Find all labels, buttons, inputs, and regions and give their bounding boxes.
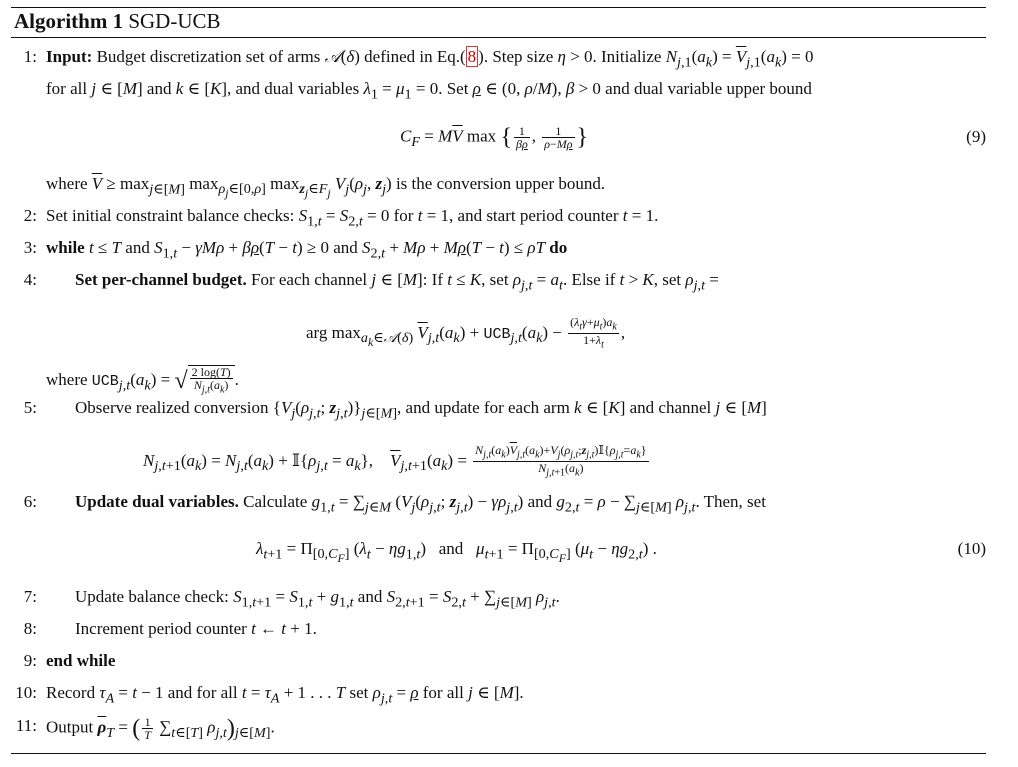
line-number-3: 3: bbox=[23, 238, 37, 257]
line-1-text: Input: Budget discretization set of arms 𝒜(δ) defined in Eq.( 8 ). Step size η > 0. Initialize $N_{j,1}(a_k) = \overline{V}_{j,1}(a_k) = 0$ bbox=[46, 47, 814, 71]
algorithm-title: Algorithm 1 SGD-UCB bbox=[14, 9, 221, 33]
eq-reference-link[interactable]: 8 bbox=[467, 47, 477, 66]
bottom-rule bbox=[11, 753, 986, 754]
line-4-text: Set per-channel budget. For each channel j ∈ [M]: If t ≤ K, set $\rho_{j,t} = a_t$. Else if t > K, set $\rho_{j,t}$ = bbox=[75, 270, 719, 294]
line-number-2: 2: bbox=[23, 206, 37, 225]
title-rule bbox=[11, 37, 986, 38]
line-9-text: end while bbox=[46, 651, 116, 670]
line-number-11: 11: bbox=[15, 716, 37, 735]
line-1-where: where $\overline{V} \ge \max_{j\in[M]} \max_{\rho_j\in[0,\rho]} \max_{z_j\in F_j} V_j(\rho_j$, $z_j$) is the conversion upper bound. bbox=[46, 174, 606, 201]
line-number-7: 7: bbox=[23, 587, 37, 606]
line-number-8: 8: bbox=[23, 619, 37, 638]
line-number-6: 6: bbox=[23, 492, 37, 511]
line-number-4: 4: bbox=[23, 270, 37, 289]
update-equation: $N_{j,t+1}(a_k) = N_{j,t}(a_k)$ + $𝕀\{\rho_{j,t} = a_k\}$, $\overline{V}_{j,t+1}(a_k)$ = $\frac{N_{j,t}(a_k)\overline{V}_{j,t}(a_k)+V_j(\rho_{j,t};z_{j,t})𝕀\{\rho_{j,t}=a_k\}}{N_{j,t+1}(a_k)}$ bbox=[143, 443, 647, 479]
top-rule bbox=[11, 7, 986, 8]
line-number-9: 9: bbox=[23, 651, 37, 670]
line-number-5: 5: bbox=[23, 398, 37, 417]
argmax-equation: arg $\max_{a_k\in 𝒜(\delta)} \overline{V}_{j,t}(a_k) + UCB_{j,t}(a_k)$ − $\frac{(\lambda_t\gamma+\mu_t)a_k}{1+\lambda_t}$ , bbox=[306, 315, 626, 351]
equation-tag-10: (10) bbox=[957, 539, 986, 558]
line-number-1: 1: bbox=[23, 47, 37, 66]
line-6-text: Update dual variables. Calculate $g_{1,t} = \sum_{j\in M}$ ($V_j(\rho_{j,t}$; $z_{j,t}) - \gamma\rho_{j,t}$) and $g_{2,t} = \rho - \sum_{j\in[M]}$ $\rho_{j,t}$. Then, set bbox=[75, 492, 766, 516]
line-5-text: Observe realized conversion {$V_j(\rho_{j,t}$; $z_{j,t})\}_{j\in[M]}$, and update for each arm k ∈ [K] and channel j ∈ [M] bbox=[75, 398, 767, 422]
line-3-text: while t ≤ T and $S_{1,t} - \gamma M\rho + \beta\rho(T - t) \ge 0$ and $S_{2,t} + M\rho + M\rho(T - t) \le \rho T$ do bbox=[46, 238, 568, 262]
equation-9: $C_F = M\overline{V}$ max { $\frac{1}{\beta\rho}$ , $\frac{1}{\rho-M\rho}$ } bbox=[400, 124, 589, 151]
equation-tag-9: (9) bbox=[966, 127, 986, 146]
equation-10: $\lambda_{t+1} = \Pi_{[0,C_F]}$ $(\lambda_t - \eta g_{1,t})$ and $\mu_{t+1} = \Pi_{[0,C_F]}$ $(\mu_t - \eta g_{2,t})$ . bbox=[256, 539, 657, 566]
line-7-text: Update balance check: $S_{1,t+1} = S_{1,t} + g_{1,t}$ and $S_{2,t+1} = S_{2,t} + \sum_{j\in[M]}$ $\rho_{j,t}$. bbox=[75, 587, 560, 611]
line-4-where: where $UCB_{j,t}(a_k)$ = √ $\frac{2 \log(T)}{N_{j,t}(a_k)}$ . bbox=[46, 365, 239, 396]
line-8-text: Increment period counter t ← t + 1. bbox=[75, 619, 317, 638]
line-1-cont: for all j ∈ [M] and k ∈ [K], and dual variables $\lambda_1 = \mu_1 = 0$. Set ρ ∈ (0, ρ/M), β > 0 and dual variable upper bound bbox=[46, 79, 812, 103]
line-11-text: Output $\overline{\rho}_T$ = ( $\frac{1}{T}$ $\sum_{t\in[T]}$ $\rho_{j,t})_{j\in[M]}$. bbox=[46, 715, 275, 742]
line-2-text: Set initial constraint balance checks: $S_{1,t} = S_{2,t} = 0$ for t = 1, and start period counter t = 1. bbox=[46, 206, 659, 230]
line-number-10: 10: bbox=[15, 683, 37, 702]
line-10-text: Record $\tau_A = t - 1$ and for all $t = \tau_A + 1$ . . . T set $\rho_{j,t} = \rho$ for all j ∈ [M]. bbox=[46, 683, 524, 707]
